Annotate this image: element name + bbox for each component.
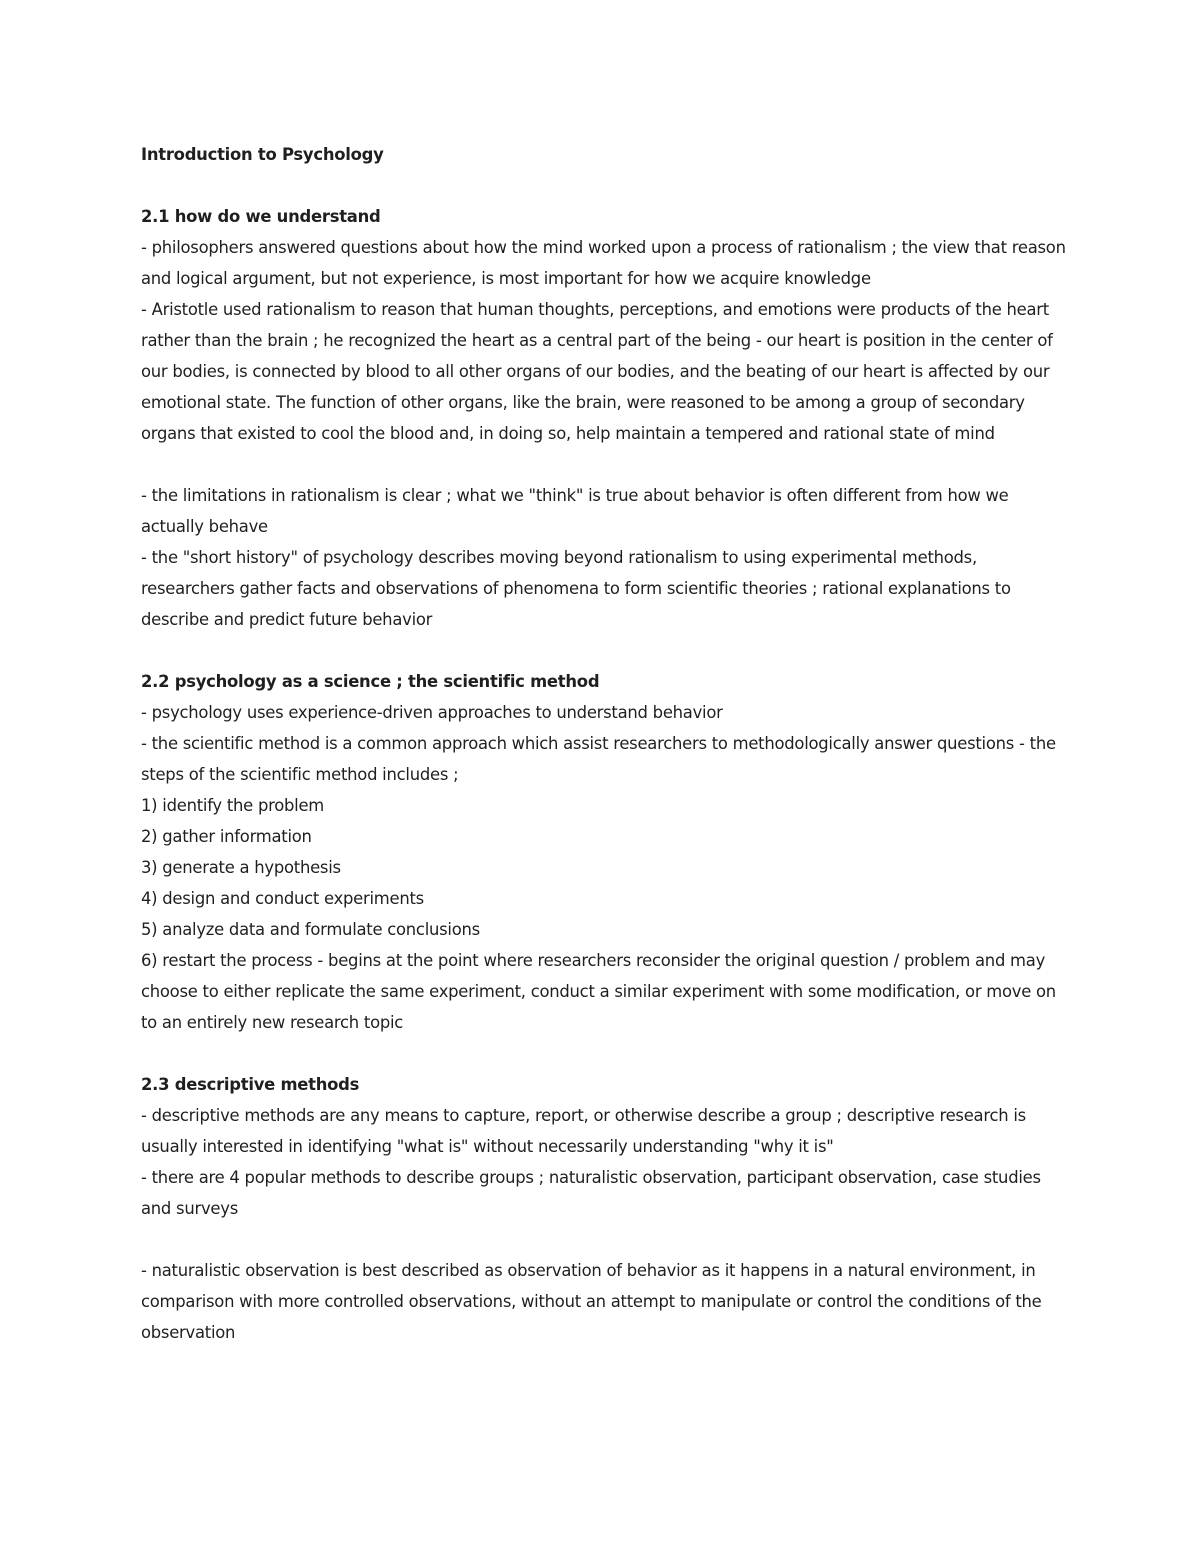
list-item: 6) restart the process - begins at the point where researchers reconsider the original question / problem and may choose to either replicate the same experiment, conduct a similar experiment with some modification, or move on to an entirely new research topic bbox=[141, 951, 1056, 1032]
paragraph-gap bbox=[141, 1224, 1066, 1255]
paragraph: - Aristotle used rationalism to reason that human thoughts, perceptions, and emotions were products of the heart rather than the brain ; he recognized the heart as a central part of the being - our heart is position in the center of our bodies, is connected by blood to all other organs of our bodies, and the beating of our heart is affected by our emotional state. The function of other organs, like the brain, were reasoned to be among a group of secondary organs that existed to cool the blood and, in doing so, help maintain a tempered and rational state of mind bbox=[141, 300, 1053, 443]
section-gap bbox=[141, 1038, 1066, 1069]
paragraph: - naturalistic observation is best described as observation of behavior as it happens in a natural environment, in comparison with more controlled observations, without an attempt to manipulate or control the conditions of the observation bbox=[141, 1261, 1042, 1342]
paragraph-gap bbox=[141, 449, 1066, 480]
section-heading: 2.2 psychology as a science ; the scientific method bbox=[141, 672, 600, 691]
paragraph: - the "short history" of psychology describes moving beyond rationalism to using experimental methods, researchers gather facts and observations of phenomena to form scientific theories ; rational explanations to describe and predict future behavior bbox=[141, 548, 1011, 629]
paragraph: - the limitations in rationalism is clear ; what we "think" is true about behavior is often different from how we actually behave bbox=[141, 486, 1009, 536]
document-title: Introduction to Psychology bbox=[141, 145, 384, 164]
paragraph: - descriptive methods are any means to capture, report, or otherwise describe a group ; descriptive research is usually interested in identifying "what is" without necessarily understanding "why it is" bbox=[141, 1106, 1026, 1156]
paragraph: - philosophers answered questions about how the mind worked upon a process of rationalism ; the view that reason and logical argument, but not experience, is most important for how we acquire knowledge bbox=[141, 238, 1066, 288]
list-item: 4) design and conduct experiments bbox=[141, 889, 424, 908]
list-item: 2) gather information bbox=[141, 827, 312, 846]
paragraph: - psychology uses experience-driven approaches to understand behavior bbox=[141, 703, 723, 722]
list-item: 1) identify the problem bbox=[141, 796, 325, 815]
section-2-2 bbox=[141, 666, 1066, 1038]
section-2-3 bbox=[141, 1069, 1066, 1348]
document-page bbox=[141, 139, 1066, 1348]
list-item: 3) generate a hypothesis bbox=[141, 858, 341, 877]
section-heading: 2.1 how do we understand bbox=[141, 207, 381, 226]
section-heading: 2.3 descriptive methods bbox=[141, 1075, 360, 1094]
paragraph: - the scientific method is a common approach which assist researchers to methodologically answer questions - the steps of the scientific method includes ; bbox=[141, 734, 1056, 784]
section-gap bbox=[141, 635, 1066, 666]
paragraph: - there are 4 popular methods to describe groups ; naturalistic observation, participant observation, case studies and surveys bbox=[141, 1168, 1041, 1218]
section-2-1 bbox=[141, 201, 1066, 635]
list-item: 5) analyze data and formulate conclusions bbox=[141, 920, 480, 939]
